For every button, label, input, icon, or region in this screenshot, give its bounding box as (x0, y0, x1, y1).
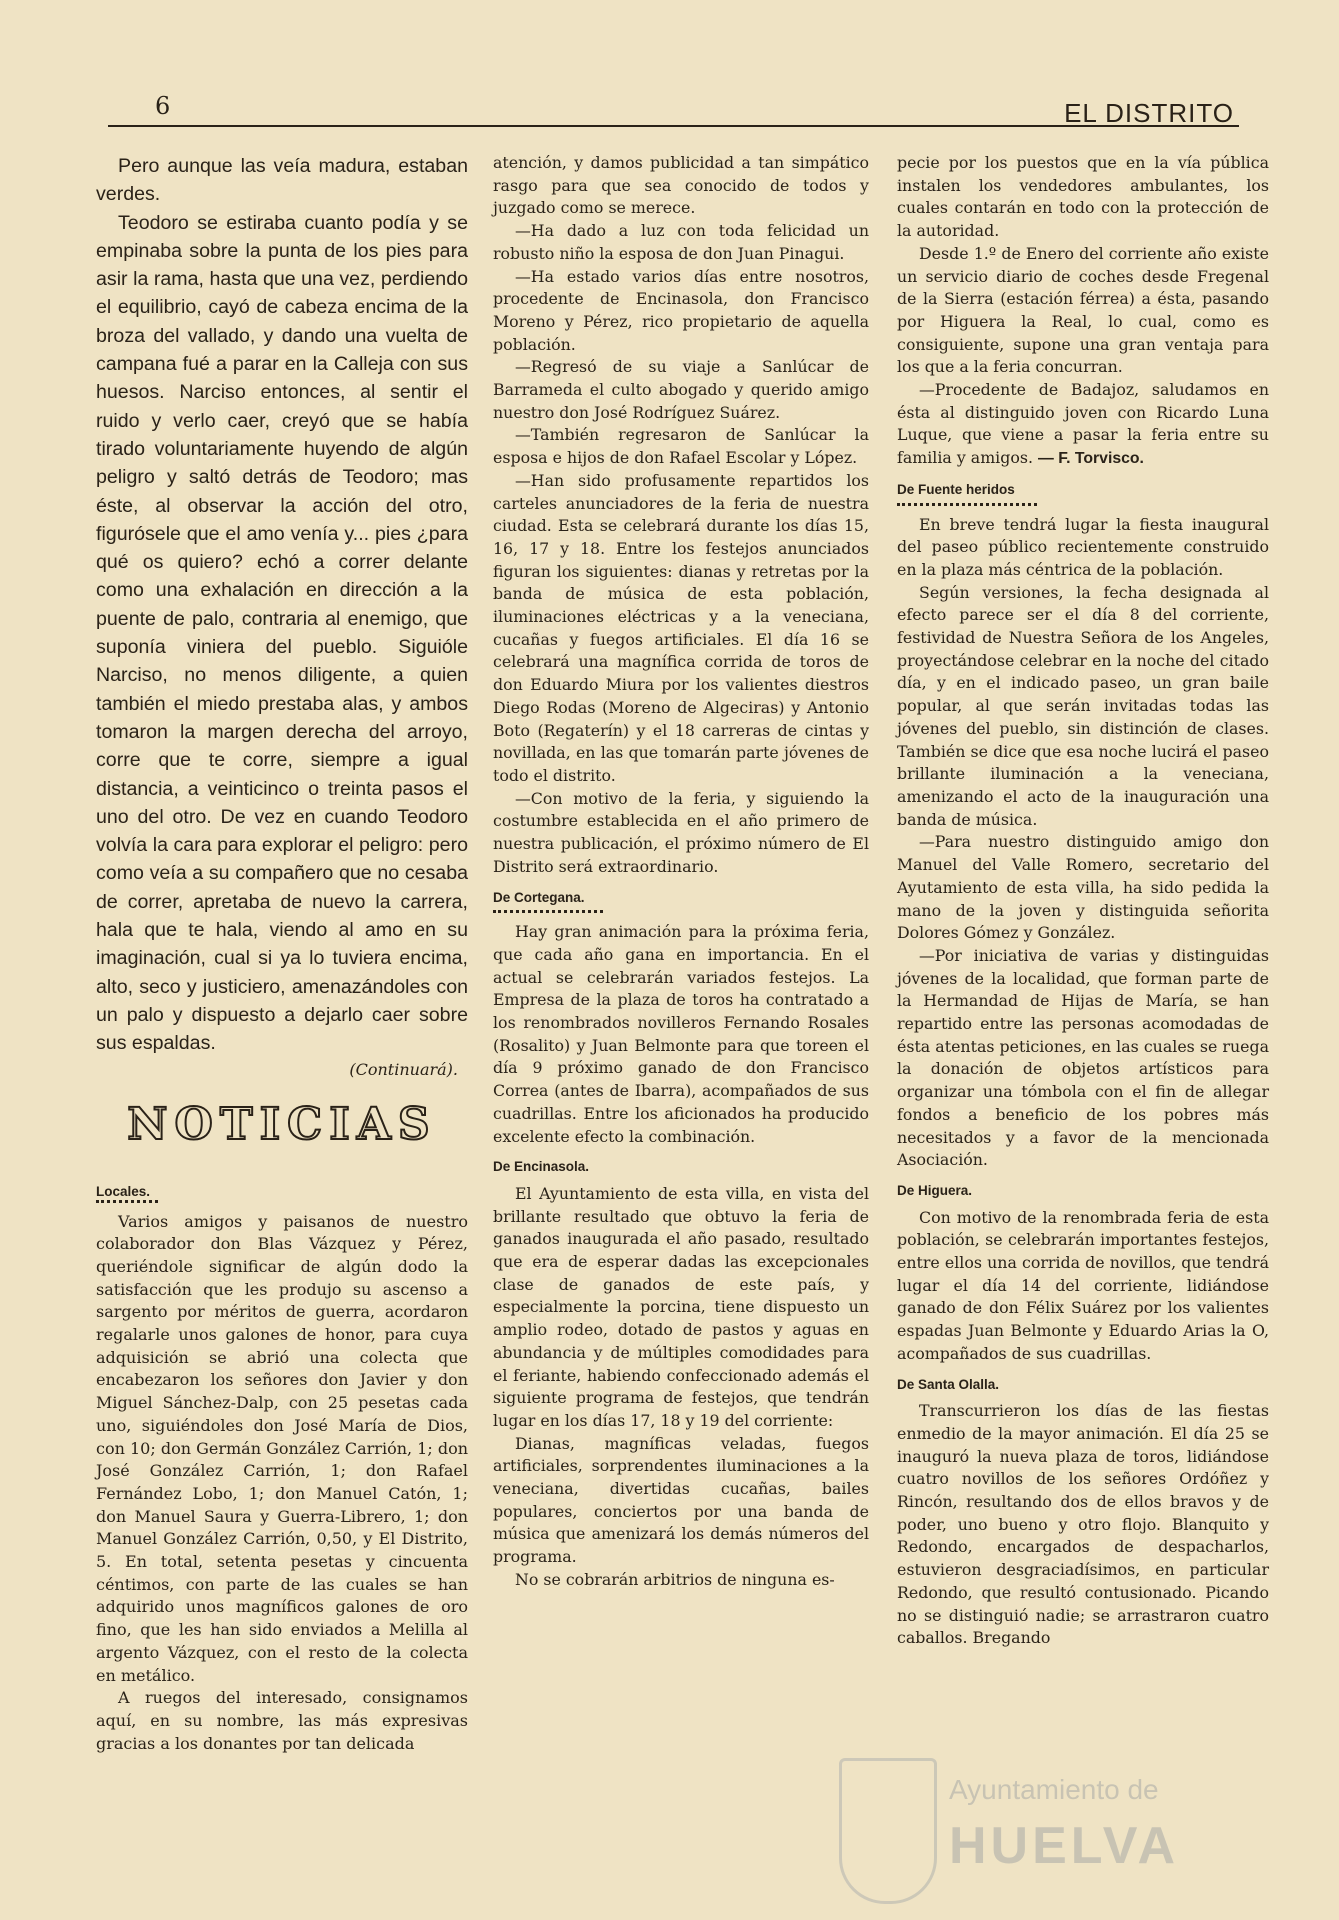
news-paragraph: —Han sido profusamente repartidos los carteles anunciadores de la feria de nuestra ciudad. Esta se celebrará durante los días 15, 16, 17 y 18. Entre los festejos anunciados figuran los siguientes: dianas y retretas por la banda de música de esta población, iluminaciones eléctricas y a la veneciana, cucañas y fuegos artificiales. El día 16 se celebrará una magnífica corrida de toros de don Eduardo Miura por los valientes diestros Diego Rodas (Moreno de Algeciras) y Antonio Boto (Regaterín) y el 18 carreras de cintas y novillada, en las que tomarán parte jóvenes de todo el distrito. (493, 470, 869, 785)
continued-note: (Continuará). (349, 1059, 458, 1079)
watermark-line-1: Ayuntamiento de (949, 1774, 1159, 1805)
news-paragraph: Transcurrieron los días de las fiestas enmedio de la mayor animación. El día 25 se inauguró la nueva plaza de toros, lidiándose cuatro novillos de los señores Ordóñez y Rincón, resultando dos de ellos bravos y de poder, uno bueno y otro flojo. Blanquito y Redondo, encargados de despacharlos, estuvieron desgraciadísimos, en particular Redondo, que resultó contusionado. Picando no se distinguió nadie; se arrastraron cuatro caballos. Bregando (897, 1401, 1269, 1648)
news-paragraph: El Ayuntamiento de esta villa, en vista del brillante resultado que obtuvo la feria de ganados inaugurada el año pasado, resultado que era de esperar dadas las excepcionales clase de ganados de este país, y especialmente la porcina, tiene dispuesto un amplio rodeo, dotado de pastos y aguas en abundancia y de múltiples comodidades para el feriante, habiendo confeccionado además el siguiente programa de festejos, que tendrán lugar en los días 17, 18 y 19 del corriente: (493, 1183, 869, 1430)
coat-of-arms-icon (839, 1758, 937, 1904)
section-header-locales (96, 1184, 468, 1207)
section-title: De Santa Olalla. (897, 1376, 1000, 1392)
news-paragraph-signed (897, 379, 1269, 471)
section-header-fuente-heridos (897, 479, 1269, 510)
section-title: De Encinasola. (493, 1159, 590, 1175)
column-1 (96, 152, 468, 1755)
page-number: 6 (155, 92, 171, 120)
author-signature: — F. Torvisco. (1038, 450, 1144, 468)
news-paragraph: Desde 1.º de Enero del corriente año existe un servicio diario de coches desde Fregenal de la Sierra (estación férrea) a ésta, pasando por Higuera la Real, lo cual, como es consiguiente, supone una gran ventaja para los que a la feria concurran. (897, 243, 1269, 377)
noticias-heading: NOTICIAS (127, 1098, 437, 1150)
news-paragraph: atención, y damos publicidad a tan simpático rasgo para que sea conocido de todos y juzgado como se merece. (493, 153, 869, 218)
story-paragraph: Teodoro se estiraba cuanto podía y se empinaba sobre la punta de los pies para asir la rama, hasta que una vez, perdiendo el equilibrio, cayó de cabeza encima de la broza del vallado, y dando una vuelta de campana fué a parar en la Calleja con sus huesos. Narciso entonces, al sentir el ruido y verlo caer, creyó que se había tirado voluntariamente huyendo de algún peligro y saltó detrás de Teodoro; mas éste, al observar la acción del otro, figurósele que el amo venía y... pies ¿para qué os quiero? echó a correr delante como una exhalación en dirección a la puente de palo, contraria al enemigo, que suponía viniera del pueblo. Siguióle Narciso, no menos diligente, a quien también el miedo prestaba alas, y ambos tomaron la margen derecha del arroyo, corre que te corre, siempre a igual distancia, a veinticinco o treinta pasos el uno del otro. De vez en cuando Teodoro volvía la cara para explorar el peligro: pero como veía a su compañero que no cesaba de correr, apretaba de nuevo la carrera, hala que te hala, viendo al amo en su imaginación, cual si ya lo tuviera encima, alto, seco y justiciero, amenazándoles con un palo y dispuesto a dejarlo caer sobre sus espaldas. (96, 211, 468, 1055)
news-paragraph: —Por iniciativa de varias y distinguidas jóvenes de la localidad, que forman parte de la Hermandad de Hijas de María, se han repartido entre las personas acomodadas de ésta atentas peticiones, en las cuales se ruega la donación de objetos artísticos para organizar una tómbola con el fin de allegar fondos a beneficio de los pobres más necesitados y a favor de la mencionada Asociación. (897, 945, 1269, 1170)
column-3 (897, 152, 1269, 1650)
news-paragraph: Según versiones, la fecha designada al efecto parece ser el día 8 del corriente, festividad de Nuestra Señora de los Angeles, proyectándose celebrar en la noche del citado día, y en el indicado paseo, un gran baile popular, al que serán invitadas todas las jóvenes del pueblo, sin distinción de clases. También se dice que esa noche lucirá el paseo brillante iluminación a la veneciana, amenizando el acto de la inauguración una banda de música. (897, 582, 1269, 829)
news-paragraph: —También regresaron de Sanlúcar la esposa e hijos de don Rafael Escolar y López. (493, 425, 869, 468)
section-title: Locales. (96, 1183, 151, 1199)
news-paragraph: —Para nuestro distinguido amigo don Manuel del Valle Romero, secretario del Ayutamiento de esta villa, ha sido pedida la mano de la joven y distinguida señorita Dolores Gómez y González. (897, 832, 1269, 943)
section-header-encinasola (493, 1156, 869, 1179)
story-paragraph: Pero aunque las veía madura, estaban verdes. (96, 155, 468, 206)
watermark-line-2: HUELVA (949, 1817, 1180, 1875)
masthead: EL DISTRITO (1064, 98, 1234, 128)
news-paragraph: Varios amigos y paisanos de nuestro colaborador don Blas Vázquez y Pérez, queriéndole significar de algún dodo la satisfacción que les produjo su ascenso a sargento por méritos de guerra, acordaron regalarle unos galones de honor, para cuya adquisición se abrió una colecta que encabezaron los señores don Javier y don Miguel Sánchez-Dalp, con 25 pesetas cada uno, siguiéndoles don José María de Dios, con 10; don Germán González Carrión, 1; don José González Carrión, 1; don Rafael Fernández Lobo, 1; don Manuel Catón, 1; don Manuel Saura y Guerra-Librero, 1; don Manuel González Carrión, 0,50, y El Distrito, 5. En total, setenta pesetas y cincuenta céntimos, con parte de las cuales se han adquirido unos magníficos galones de oro fino, que les han sido enviados a Melilla al argento Vázquez, con el resto de la colecta en metálico. (96, 1211, 469, 1685)
news-paragraph: A ruegos del interesado, consignamos aquí, en su nombre, las más expresivas gracias a los donantes por tan delicada (96, 1688, 468, 1753)
news-paragraph: No se cobrarán arbitrios de ninguna es- (515, 1569, 835, 1589)
news-text: —Procedente de Badajoz, saludamos en ésta al distinguido joven con Ricardo Luna Luque, que viene a pasar la feria entre su familia y amigos. (897, 380, 1269, 468)
news-paragraph: —Ha estado varios días entre nosotros, procedente de Encinasola, don Francisco Moreno y Pérez, rico propietario de aquella población. (493, 266, 869, 354)
section-title: De Cortegana. (493, 889, 585, 905)
news-paragraph: En breve tendrá lugar la fiesta inaugural del paseo público recientemente construido en la plaza más céntrica de la población. (897, 514, 1269, 579)
dotted-underline (96, 1200, 158, 1207)
section-header-cortegana (493, 887, 869, 918)
section-title: De Fuente heridos (897, 481, 1015, 497)
dotted-underline (493, 910, 603, 917)
news-paragraph: —Regresó de su viaje a Sanlúcar de Barrameda el culto abogado y querido amigo nuestro don José Rodríguez Suárez. (493, 357, 869, 422)
news-paragraph: —Con motivo de la feria, y siguiendo la costumbre establecida en el año primero de nuestra publicación, el próximo número de El Distrito será extraordinario. (493, 788, 869, 876)
section-title: De Higuera. (897, 1182, 973, 1198)
news-paragraph: —Ha dado a luz con toda felicidad un robusto niño la esposa de don Juan Pinagui. (493, 221, 869, 263)
section-header-santa-olalla (897, 1374, 1269, 1397)
news-paragraph: pecie por los puestos que en la vía pública instalen los vendedores ambulantes, los cuales contarán en todo con la protección de la autoridad. (897, 153, 1269, 241)
header-rule (108, 125, 1239, 127)
news-paragraph: Dianas, magníficas veladas, fuegos artificiales, sorprendentes iluminaciones a la veneciana, divertidas cucañas, bailes populares, conciertos por una banda de música que amenizará los demás números del programa. (493, 1433, 869, 1567)
archive-watermark (839, 1758, 1259, 1898)
dotted-underline (897, 503, 1037, 510)
section-header-higuera (897, 1180, 1269, 1203)
column-2 (493, 152, 869, 1592)
news-paragraph: Con motivo de la renombrada feria de esta población, se celebrarán importantes festejos, entre ellos una corrida de novillos, que tendrá lugar el día 14 del corriente, lidiándose ganado de don Félix Suárez por los valientes espadas Juan Belmonte y Eduardo Arias la O, acompañados de sus cuadrillas. (897, 1207, 1269, 1363)
news-paragraph: Hay gran animación para la próxima feria, que cada año gana en importancia. En el actual se celebrarán variados festejos. La Empresa de la plaza de toros ha contratado a los renombrados novilleros Fernando Rosales (Rosalito) y Juan Belmonte para que toreen el día 9 próximo ganado de don Francisco Correa (antes de Ibarra), acompañados de sus cuadrillas. Entre los aficionados ha producido excelente efecto la combinación. (493, 922, 869, 1146)
